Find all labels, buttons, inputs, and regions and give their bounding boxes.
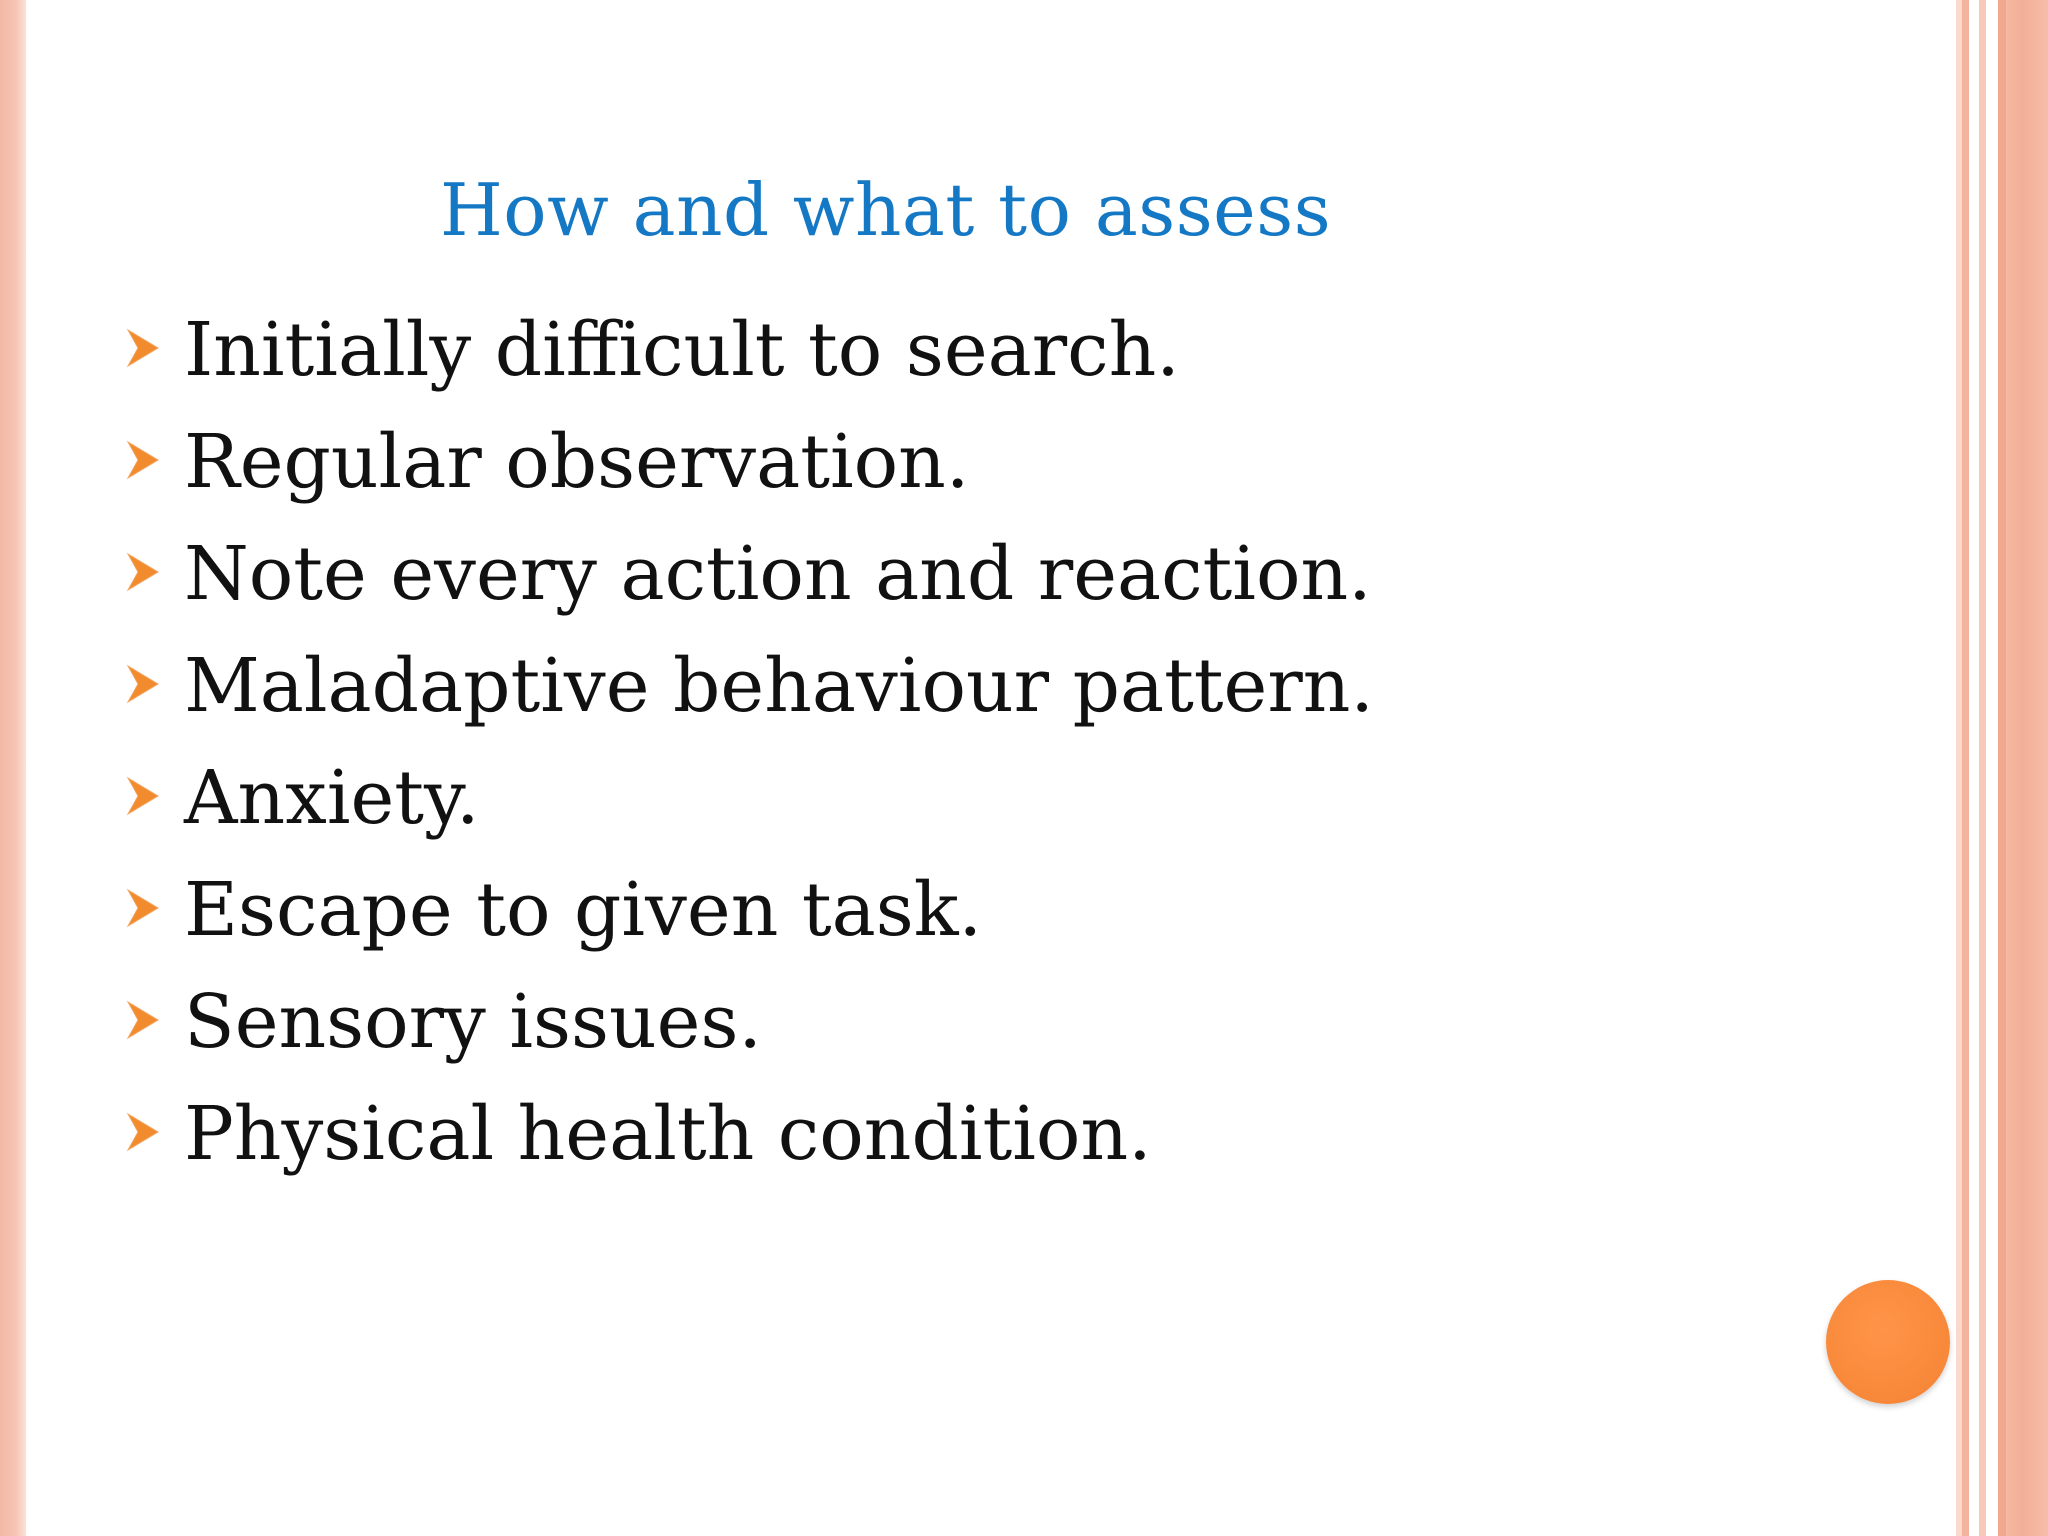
bullet-text: Escape to given task. (184, 867, 983, 953)
bullet-text: Physical health condition. (184, 1091, 1152, 1177)
list-item (126, 1084, 1374, 1196)
slide-title: How and what to assess (440, 168, 1332, 252)
bullet-list (126, 300, 1374, 1196)
list-item (126, 300, 1374, 412)
bullet-text: Note every action and reaction. (184, 531, 1372, 617)
orange-circle-decoration (1826, 1280, 1950, 1404)
arrow-bullet-icon (126, 326, 160, 370)
list-item (126, 412, 1374, 524)
list-item (126, 972, 1374, 1084)
bullet-text: Maladaptive behaviour pattern. (184, 643, 1374, 729)
bullet-text: Anxiety. (184, 755, 480, 841)
bullet-text: Regular observation. (184, 419, 970, 505)
arrow-bullet-icon (126, 998, 160, 1042)
list-item (126, 636, 1374, 748)
arrow-bullet-icon (126, 1110, 160, 1154)
list-item (126, 860, 1374, 972)
left-decorative-stripe (0, 0, 26, 1536)
right-decorative-stripes (1956, 0, 2048, 1536)
arrow-bullet-icon (126, 438, 160, 482)
arrow-bullet-icon (126, 774, 160, 818)
bullet-text: Initially difficult to search. (184, 307, 1180, 393)
bullet-text: Sensory issues. (184, 979, 762, 1065)
arrow-bullet-icon (126, 550, 160, 594)
arrow-bullet-icon (126, 886, 160, 930)
list-item (126, 524, 1374, 636)
list-item (126, 748, 1374, 860)
arrow-bullet-icon (126, 662, 160, 706)
